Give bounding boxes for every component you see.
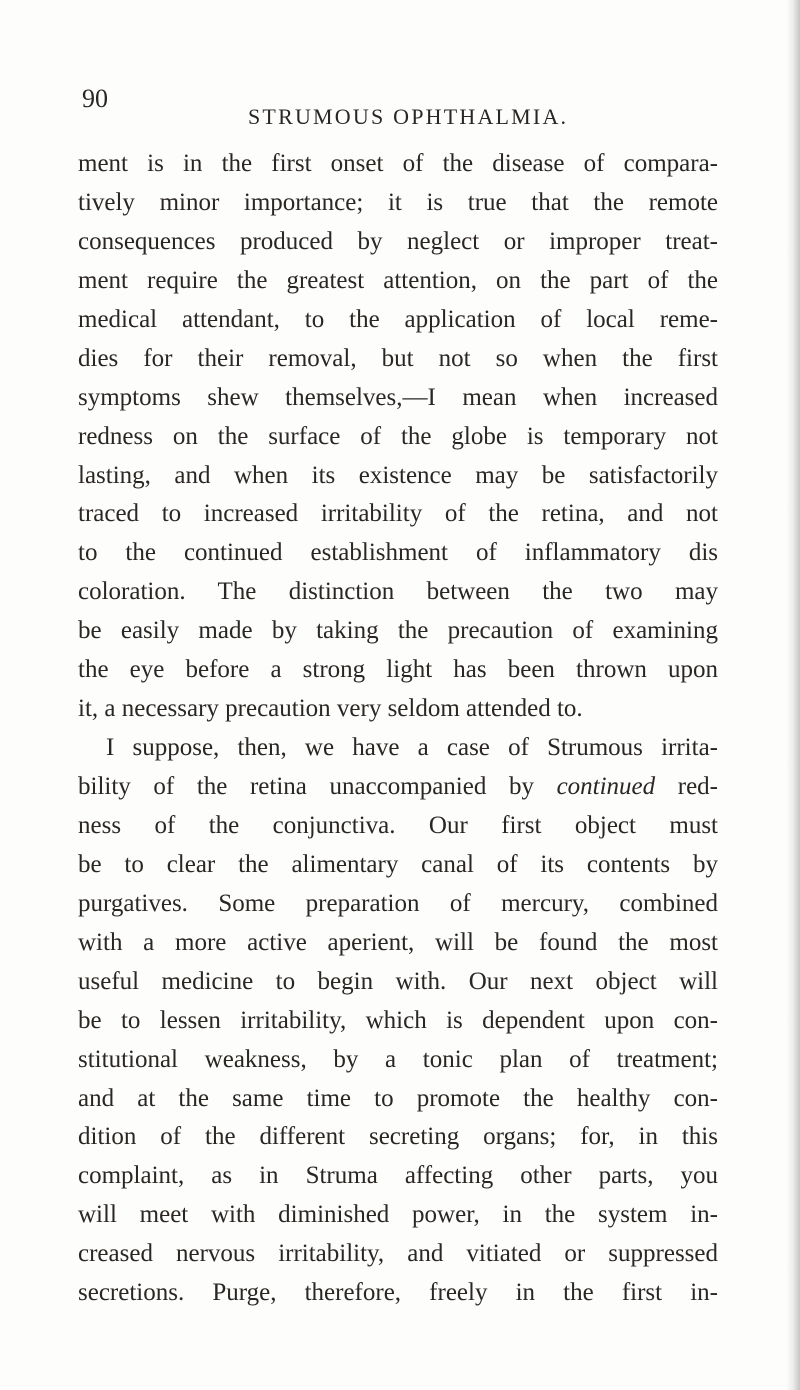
text-line: stitutional weakness, by a tonic plan of treatment; xyxy=(78,1045,718,1073)
text-line: creased nervous irritability, and vitiated or suppressed xyxy=(78,1240,718,1268)
text-line-with-italic xyxy=(78,768,718,807)
text-line: tively minor importance; it is true that the remote xyxy=(78,188,718,216)
text-line: complaint, as in Struma affecting other parts, you xyxy=(78,1162,718,1190)
text-line: be to lessen irritability, which is dependent upon con- xyxy=(78,1006,718,1034)
text-line: redness on the surface of the globe is temporary not xyxy=(78,422,718,450)
text-line: be to clear the alimentary canal of its contents by xyxy=(78,850,718,878)
page-number: 90 xyxy=(82,84,108,113)
text-line: be easily made by taking the precaution of examining xyxy=(78,617,718,645)
text-segment: bility of the retina unaccompanied by xyxy=(78,773,534,800)
text-line: the eye before a strong light has been thrown upon xyxy=(78,656,718,684)
text-line: coloration. The distinction between the two may xyxy=(78,578,718,606)
text-line: will meet with diminished power, in the system in- xyxy=(78,1201,718,1229)
text-line: dition of the different secreting organs; for, in this xyxy=(78,1123,718,1151)
text-line: useful medicine to begin with. Our next object will xyxy=(78,967,718,995)
paragraph-first-line: I suppose, then, we have a case of Strumous irrita- xyxy=(106,734,718,762)
text-line: lasting, and when its existence may be satisfactorily xyxy=(78,461,718,489)
text-line: purgatives. Some preparation of mercury, combined xyxy=(78,889,718,917)
text-line: to the continued establishment of inflammatory dis xyxy=(78,539,718,567)
page-edge-shadow xyxy=(786,0,800,1390)
body-text xyxy=(78,145,718,1313)
text-line: traced to increased irritability of the retina, and not xyxy=(78,500,718,528)
text-line: with a more active aperient, will be found the most xyxy=(78,928,718,956)
running-head: STRUMOUS OPHTHALMIA. xyxy=(248,104,569,129)
text-segment: red- xyxy=(677,773,719,800)
text-line: ment require the greatest attention, on the part of the xyxy=(78,266,718,294)
text-line: dies for their removal, but not so when the first xyxy=(78,344,718,372)
text-line: ness of the conjunctiva. Our first object must xyxy=(78,811,718,839)
text-line: secretions. Purge, therefore, freely in the first in- xyxy=(78,1279,718,1307)
text-line: it, a necessary precaution very seldom attended to. xyxy=(78,695,583,723)
text-line: symptoms shew themselves,—I mean when increased xyxy=(78,383,718,411)
text-line: consequences produced by neglect or improper treat- xyxy=(78,227,718,255)
text-line: and at the same time to promote the healthy con- xyxy=(78,1084,718,1112)
text-line: medical attendant, to the application of local reme- xyxy=(78,305,718,333)
text-line: ment is in the first onset of the disease of compara- xyxy=(78,150,718,177)
italic-word: continued xyxy=(556,773,656,800)
